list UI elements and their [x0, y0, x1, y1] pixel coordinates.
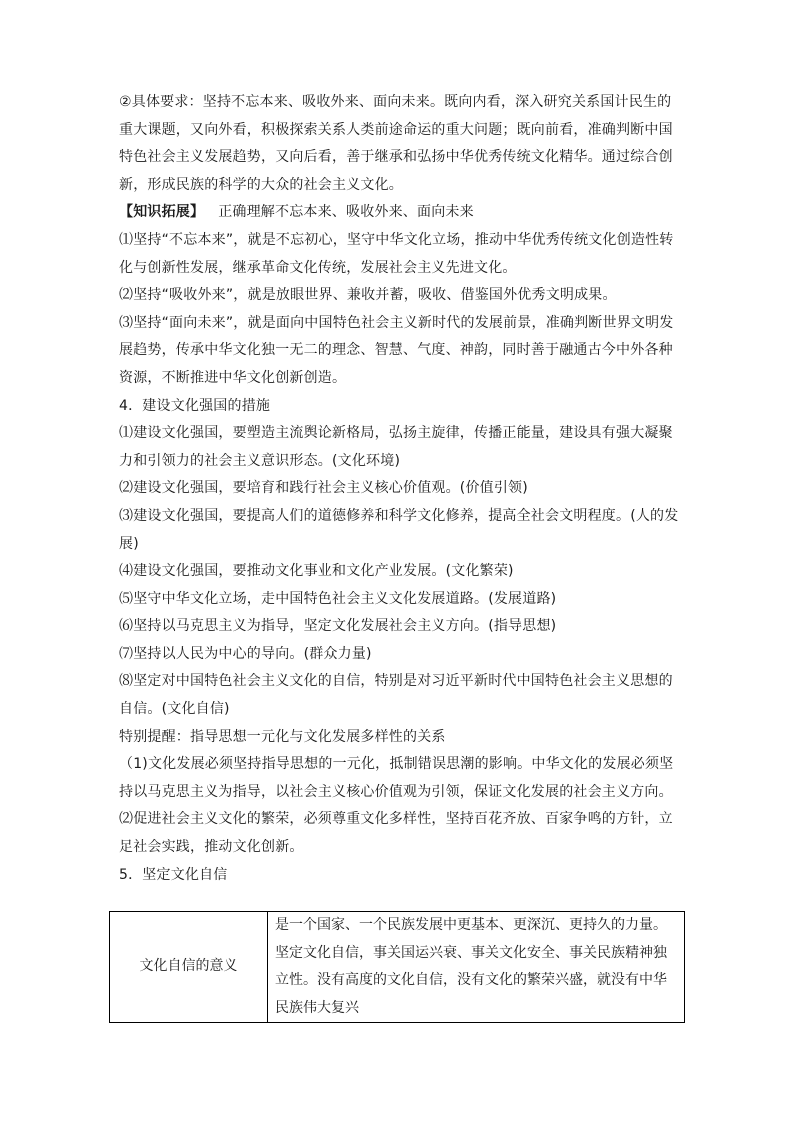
measure-item: ⑻坚定对中国特色社会主义文化的自信，特别是对习近平新时代中国特色社会主义思想的自信。(文化自信) — [119, 673, 673, 718]
measure-item: ⑹坚持以马克思主义为指导，坚定文化发展社会主义方向。(指导思想) — [119, 618, 557, 635]
knowledge-expansion-heading — [119, 199, 681, 227]
section-5-heading: 5．坚定文化自信 — [119, 866, 228, 883]
cultural-confidence-table — [109, 911, 685, 1023]
special-note-item: （1)文化发展必须坚持指导思想的一元化，抵制错误思潮的影响。中华文化的发展必须坚持以马克思主义为指导，以社会主义核心价值观为引领，保证文化发展的社会主义方向。 — [119, 756, 674, 800]
table-description-cell: 是一个国家、一个民族发展中更基本、更深沉、更持久的力量。坚定文化自信，事关国运兴衰、事关文化安全、事关民族精神独立性。没有高度的文化自信，没有文化的繁荣兴盛，就没有中华民族伟大复兴 — [268, 912, 685, 1023]
special-note-heading: 特别提醒：指导思想一元化与文化发展多样性的关系 — [119, 728, 446, 745]
measure-item: ⑸坚守中华文化立场，走中国特色社会主义文化发展道路。(发展道路) — [119, 590, 557, 607]
measure-item: ⑷建设文化强国，要推动文化事业和文化产业发展。(文化繁荣) — [119, 563, 514, 580]
knowledge-title: 正确理解不忘本来、吸收外来、面向未来 — [218, 204, 474, 221]
measure-item: ⑵建设文化强国，要培育和践行社会主义核心价值观。(价值引领) — [119, 480, 528, 497]
table-row — [110, 912, 685, 1023]
measure-item: ⑴建设文化强国，要塑造主流舆论新格局，弘扬主旋律，传播正能量，建设具有强大凝聚力和引领力的社会主义意识形态。(文化环境) — [119, 425, 673, 469]
requirement-paragraph: ②具体要求：坚持不忘本来、吸收外来、面向未来。既向内看，深入研究关系国计民生的重大课题，又向外看，积极探索关系人类前途命运的重大问题；既向前看，准确判断中国特色社会主义发展趋势，又向后看，善于继承和弘扬中华优秀传统文化精华。通过综合创新，形成民族的科学的大众的社会主义文化。 — [119, 94, 673, 193]
knowledge-item: ⑶坚持“面向未来”，就是面向中国特色社会主义新时代的发展前景，准确判断世界文明发展趋势，传承中华文化独一无二的理念、智慧、气度、神韵，同时善于融通古今中外各种资源，不断推进中华文化创新创造。 — [119, 314, 674, 386]
knowledge-item: ⑴坚持“不忘本来”，就是不忘初心，坚守中华文化立场，推动中华优秀传统文化创造性转化与创新性发展，继承革命文化传统，发展社会主义先进文化。 — [119, 231, 674, 276]
section-4-heading: 4．建设文化强国的措施 — [119, 397, 271, 414]
measure-item: ⑺坚持以人民为中心的导向。(群众力量) — [119, 645, 372, 662]
table-label-cell: 文化自信的意义 — [110, 912, 268, 1023]
document-body — [119, 89, 681, 889]
knowledge-item: ⑵坚持“吸收外来”，就是放眼世界、兼收并蓄，吸收、借鉴国外优秀文明成果。 — [119, 287, 617, 304]
measure-item: ⑶建设文化强国，要提高人们的道德修养和科学文化修养，提高全社会文明程度。(人的发展) — [119, 507, 679, 552]
knowledge-tag: 【知识拓展】 — [119, 204, 205, 221]
special-note-item: ⑵促进社会主义文化的繁荣，必须尊重文化多样性，坚持百花齐放、百家争鸣的方针，立足社会实践，推动文化创新。 — [119, 811, 673, 856]
